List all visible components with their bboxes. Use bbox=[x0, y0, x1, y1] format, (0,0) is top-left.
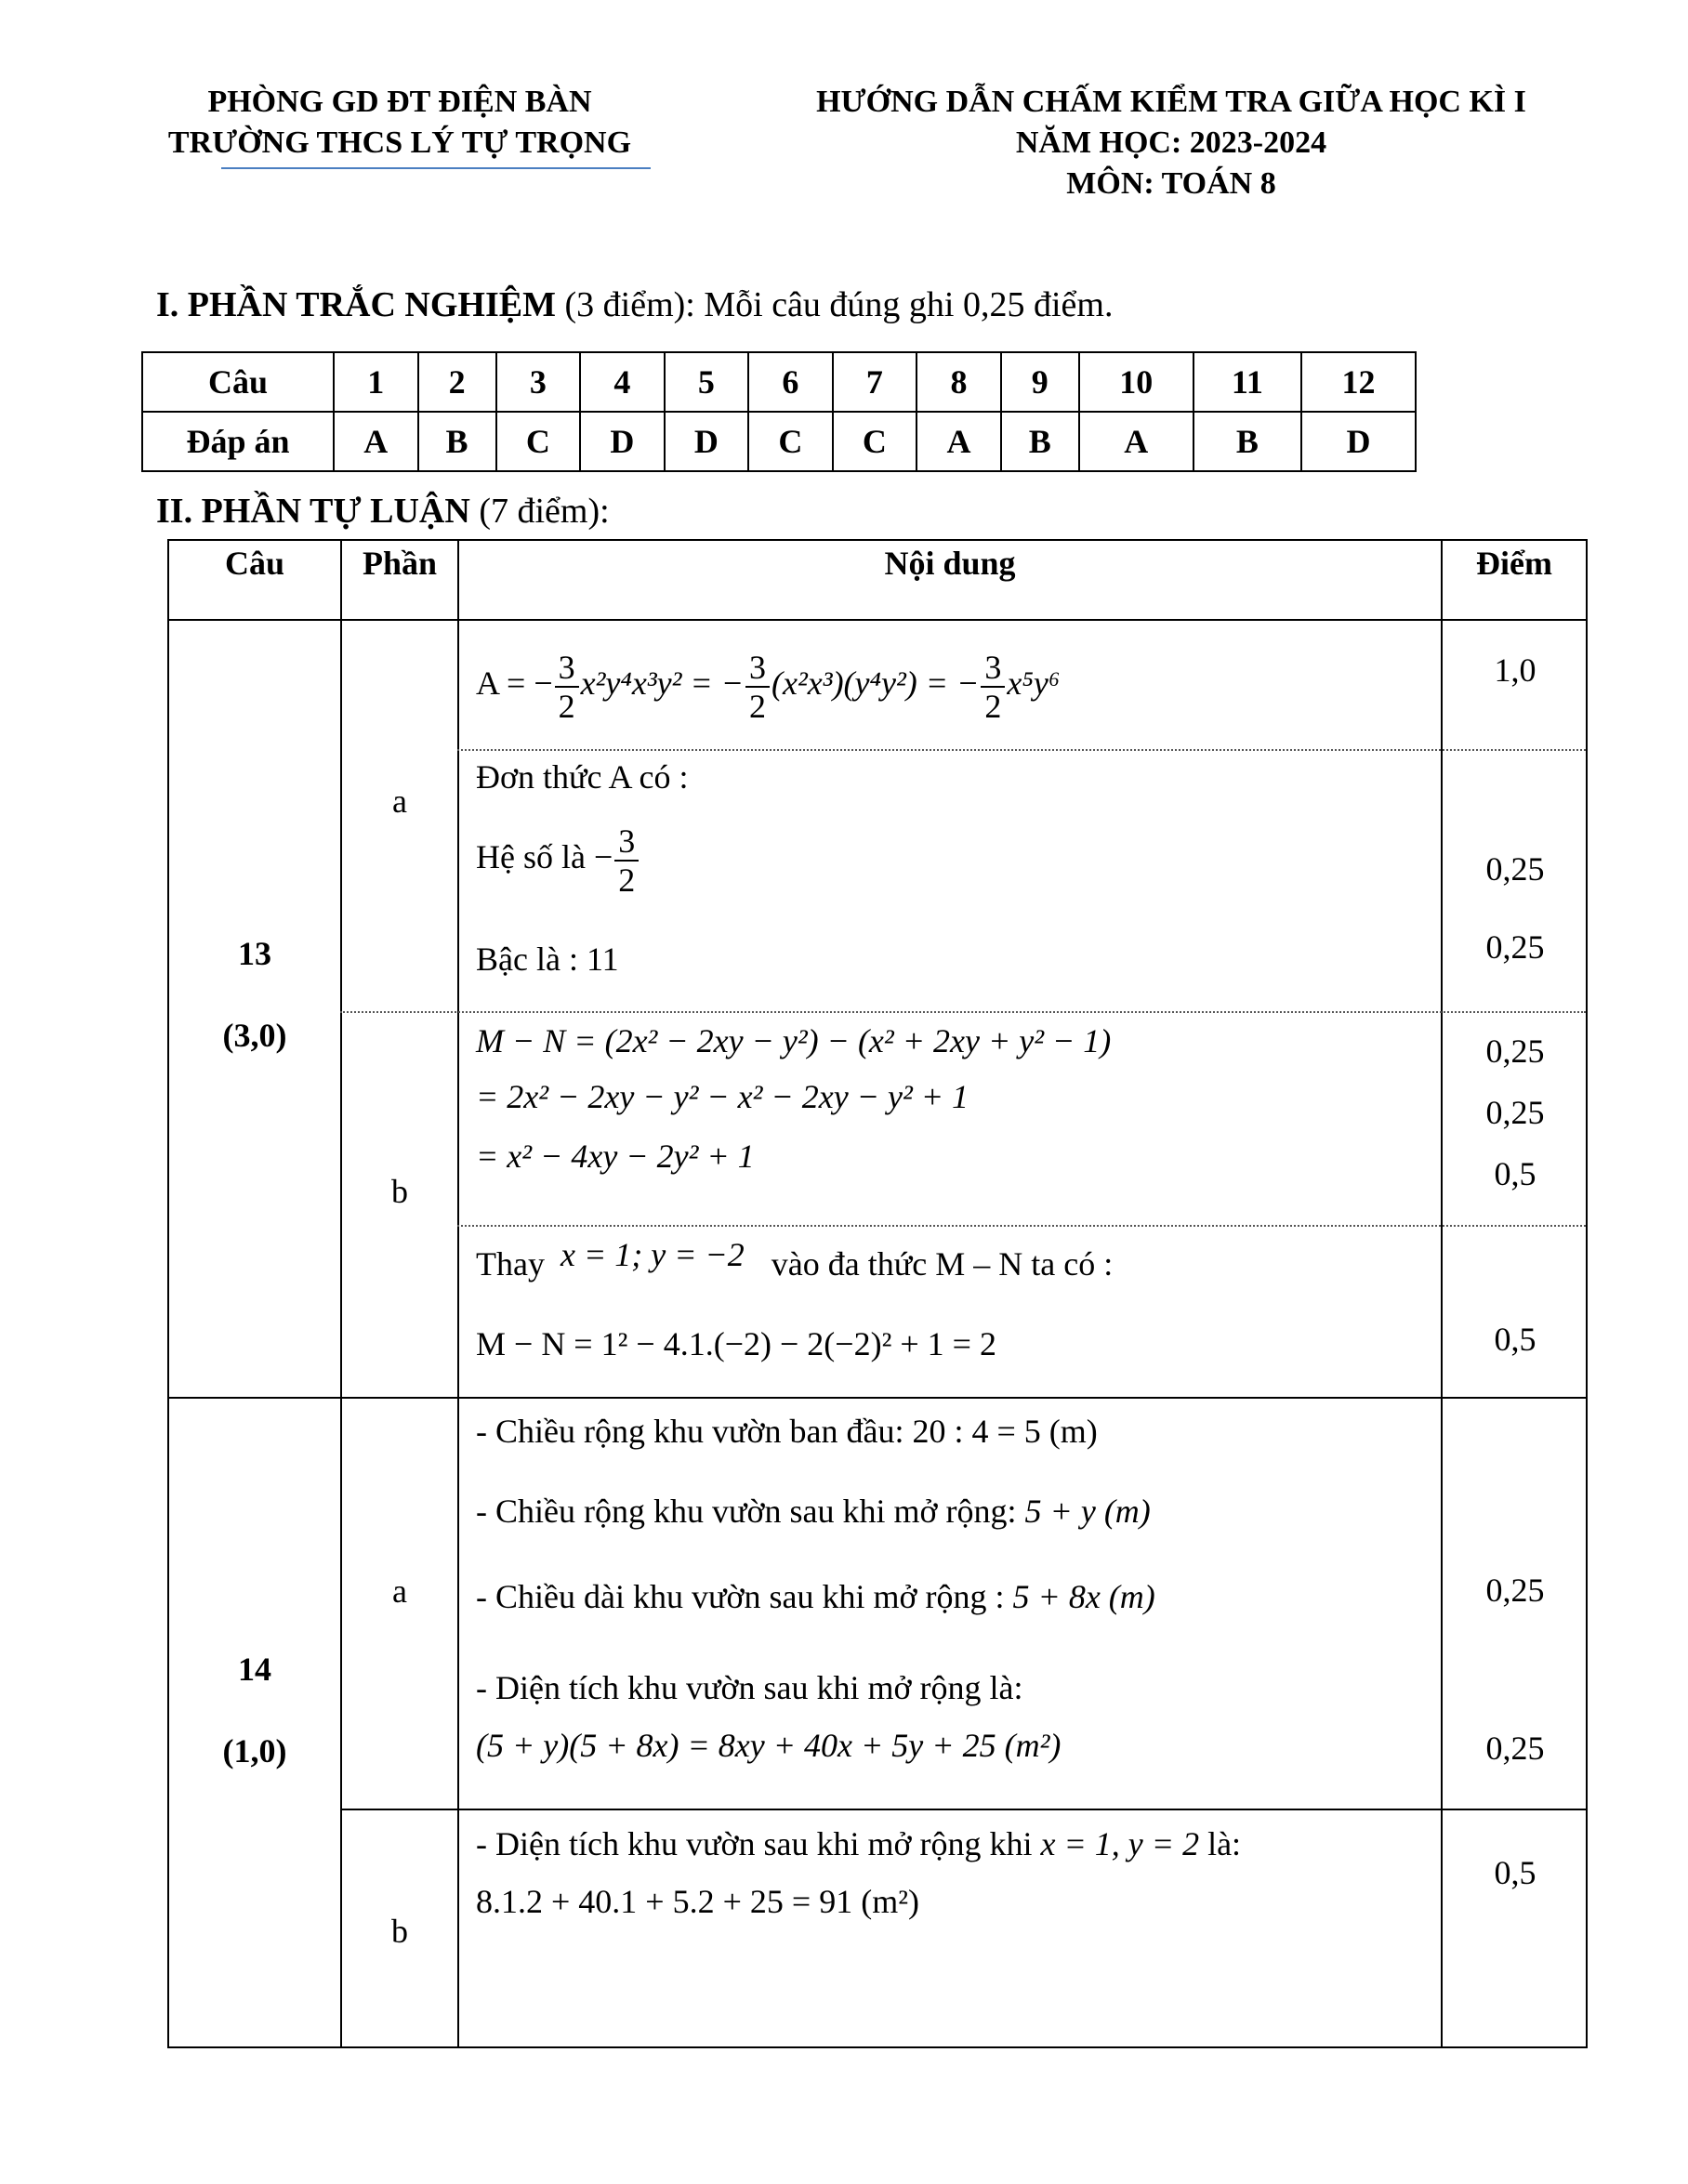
question-14-points: (1,0) bbox=[222, 1732, 287, 1770]
question-14-part-a: a bbox=[392, 1572, 407, 1610]
q14a-line3 bbox=[476, 1576, 1155, 1617]
q13a-line3: Bậc là : 11 bbox=[476, 941, 619, 978]
q14a-score1: 0,25 bbox=[1485, 1572, 1545, 1609]
q13a-score1: 1,0 bbox=[1494, 651, 1536, 689]
q13a-line2 bbox=[476, 812, 640, 901]
mc-question: 7 bbox=[833, 352, 917, 412]
q14a-line1 bbox=[476, 1411, 1098, 1452]
q13a-line1: Đơn thức A có : bbox=[476, 758, 689, 796]
mc-answer: D bbox=[580, 412, 665, 471]
q13a-score2: 0,25 bbox=[1485, 850, 1545, 888]
mc-answer: C bbox=[748, 412, 833, 471]
header-noidung: Nội dung bbox=[884, 545, 1016, 582]
header-diem: Điểm bbox=[1476, 545, 1552, 582]
multiple-choice-table bbox=[141, 351, 1417, 472]
table-border bbox=[167, 2046, 1588, 2048]
fraction-denominator: 2 bbox=[558, 687, 575, 725]
mc-question: 12 bbox=[1301, 352, 1416, 412]
q14a-line2 bbox=[476, 1491, 1151, 1532]
q14a-line5: (5 + y)(5 + 8x) = 8xy + 40x + 5y + 25 (m²) bbox=[476, 1727, 1062, 1764]
subject: MÔN: TOÁN 8 bbox=[1066, 166, 1276, 201]
mc-question: 2 bbox=[418, 352, 496, 412]
table-border bbox=[167, 619, 1588, 621]
fraction-denominator: 2 bbox=[618, 861, 636, 899]
mc-question: 10 bbox=[1079, 352, 1193, 412]
q14b-score1: 0,5 bbox=[1494, 1854, 1536, 1891]
school-year: NĂM HỌC: 2023-2024 bbox=[1015, 125, 1327, 160]
department-name: PHÒNG GD ĐT ĐIỆN BÀN bbox=[207, 85, 592, 119]
table-border bbox=[340, 539, 342, 2048]
table-divider-dotted bbox=[340, 1011, 1586, 1013]
mc-answer: B bbox=[418, 412, 496, 471]
q13b-score3: 0,5 bbox=[1494, 1155, 1536, 1192]
section2-title bbox=[156, 491, 610, 532]
question-14-number: 14 bbox=[238, 1651, 271, 1688]
mc-question: 5 bbox=[665, 352, 749, 412]
q13b-score1: 0,25 bbox=[1485, 1033, 1545, 1070]
mc-question: 3 bbox=[496, 352, 581, 412]
fraction bbox=[745, 649, 770, 725]
mc-row-label-question: Câu bbox=[142, 352, 334, 412]
q14a-line3-math: 5 + 8x (m) bbox=[1012, 1578, 1155, 1615]
table-border bbox=[1441, 539, 1443, 2048]
header-cau: Câu bbox=[224, 545, 285, 582]
fraction-denominator: 2 bbox=[749, 687, 767, 725]
q14b-line1-math: x = 1, y = 2 bbox=[1040, 1825, 1200, 1862]
header-phan: Phần bbox=[362, 545, 438, 582]
school-name: TRƯỜNG THCS LÝ TỰ TRỌNG bbox=[167, 125, 632, 160]
table-divider-dotted bbox=[457, 749, 1586, 751]
q13a-expression bbox=[476, 632, 1060, 734]
q13b-substitute-pre: Thay bbox=[476, 1245, 545, 1283]
fraction-numerator: 3 bbox=[555, 649, 579, 688]
q13a-coef-label: Hệ số là − bbox=[476, 838, 613, 875]
q13a-step3: x⁵y⁶ bbox=[1007, 664, 1061, 702]
section1-title bbox=[156, 284, 1113, 325]
question-14-part-b: b bbox=[391, 1913, 408, 1950]
mc-answer: A bbox=[334, 412, 418, 471]
section2-title-bold: II. PHẦN TỰ LUẬN bbox=[156, 492, 470, 531]
mc-answer: C bbox=[496, 412, 581, 471]
fraction bbox=[614, 822, 639, 899]
mc-answer: C bbox=[833, 412, 917, 471]
mc-answer: D bbox=[665, 412, 749, 471]
q14a-line2-text: - Chiều rộng khu vườn sau khi mở rộng: bbox=[476, 1493, 1017, 1530]
document-title: HƯỚNG DẪN CHẤM KIỂM TRA GIỮA HỌC KÌ I bbox=[816, 85, 1526, 119]
mc-answer-row bbox=[142, 412, 1416, 471]
q14a-score2: 0,25 bbox=[1485, 1730, 1545, 1767]
mc-question: 9 bbox=[1001, 352, 1079, 412]
q13b-line2: = 2x² − 2xy − y² − x² − 2xy − y² + 1 bbox=[476, 1078, 969, 1115]
q13b-line1: M − N = (2x² − 2xy − y²) − (x² + 2xy + y² − 1) bbox=[476, 1022, 1112, 1059]
mc-question: 6 bbox=[748, 352, 833, 412]
section2-title-rest: (7 điểm): bbox=[469, 492, 610, 531]
q13b-line4 bbox=[476, 1236, 1114, 1284]
q13b-line5: M − N = 1² − 4.1.(−2) − 2(−2)² + 1 = 2 bbox=[476, 1325, 996, 1362]
mc-answer: D bbox=[1301, 412, 1416, 471]
q14b-line1-text: - Diện tích khu vườn sau khi mở rộng khi bbox=[476, 1825, 1033, 1862]
fraction-denominator: 2 bbox=[984, 687, 1002, 725]
table-border bbox=[167, 1397, 1588, 1399]
table-border bbox=[167, 539, 1588, 541]
fraction-numerator: 3 bbox=[981, 649, 1005, 688]
q13b-substitute-post: vào đa thức M – N ta có : bbox=[771, 1245, 1114, 1283]
question-13-part-a: a bbox=[392, 783, 407, 820]
q13b-score4: 0,5 bbox=[1494, 1321, 1536, 1358]
fraction bbox=[981, 649, 1005, 725]
section1-title-rest: (3 điểm): Mỗi câu đúng ghi 0,25 điểm. bbox=[556, 285, 1114, 324]
table-border bbox=[167, 539, 169, 2048]
question-13-points: (3,0) bbox=[222, 1017, 287, 1054]
mc-question: 1 bbox=[334, 352, 418, 412]
q14a-line2-math: 5 + y (m) bbox=[1024, 1493, 1151, 1530]
fraction-numerator: 3 bbox=[745, 649, 770, 688]
mc-answer: B bbox=[1193, 412, 1301, 471]
q13b-substitute-values: x = 1; y = −2 bbox=[560, 1236, 745, 1273]
table-border bbox=[1586, 539, 1588, 2048]
q14a-line4: - Diện tích khu vườn sau khi mở rộng là: bbox=[476, 1669, 1023, 1706]
question-13-number: 13 bbox=[238, 935, 271, 972]
q13a-A: A = − bbox=[476, 664, 553, 702]
mc-answer: A bbox=[917, 412, 1001, 471]
q13b-line3: = x² − 4xy − 2y² + 1 bbox=[476, 1138, 755, 1175]
fraction-numerator: 3 bbox=[614, 822, 639, 862]
q13a-score3: 0,25 bbox=[1485, 928, 1545, 966]
q13a-step2: (x²x³)(y⁴y²) = − bbox=[771, 664, 980, 702]
school-underline bbox=[221, 167, 651, 169]
q14a-line3-text: - Chiều dài khu vườn sau khi mở rộng : bbox=[476, 1578, 1005, 1615]
mc-answer: A bbox=[1079, 412, 1193, 471]
q14a-line1-math: 20 : 4 = 5 (m) bbox=[912, 1413, 1098, 1450]
q14b-line1 bbox=[476, 1823, 1241, 1864]
mc-answer: B bbox=[1001, 412, 1079, 471]
q14b-line2: 8.1.2 + 40.1 + 5.2 + 25 = 91 (m²) bbox=[476, 1883, 919, 1920]
section1-title-bold: I. PHẦN TRẮC NGHIỆM bbox=[156, 285, 556, 324]
q13a-step1: x²y⁴x³y² = − bbox=[580, 664, 745, 702]
q13b-score2: 0,25 bbox=[1485, 1094, 1545, 1131]
fraction bbox=[555, 649, 579, 725]
question-13-part-b: b bbox=[391, 1173, 408, 1210]
q14b-line1-post: là: bbox=[1207, 1825, 1242, 1862]
mc-row-label-answer: Đáp án bbox=[142, 412, 334, 471]
mc-question: 8 bbox=[917, 352, 1001, 412]
mc-question: 11 bbox=[1193, 352, 1301, 412]
mc-question: 4 bbox=[580, 352, 665, 412]
mc-question-row bbox=[142, 352, 1416, 412]
table-border bbox=[457, 539, 459, 2048]
q14a-line1-text: - Chiều rộng khu vườn ban đầu: bbox=[476, 1413, 904, 1450]
table-divider-dotted bbox=[457, 1225, 1586, 1227]
table-border bbox=[340, 1809, 1588, 1810]
